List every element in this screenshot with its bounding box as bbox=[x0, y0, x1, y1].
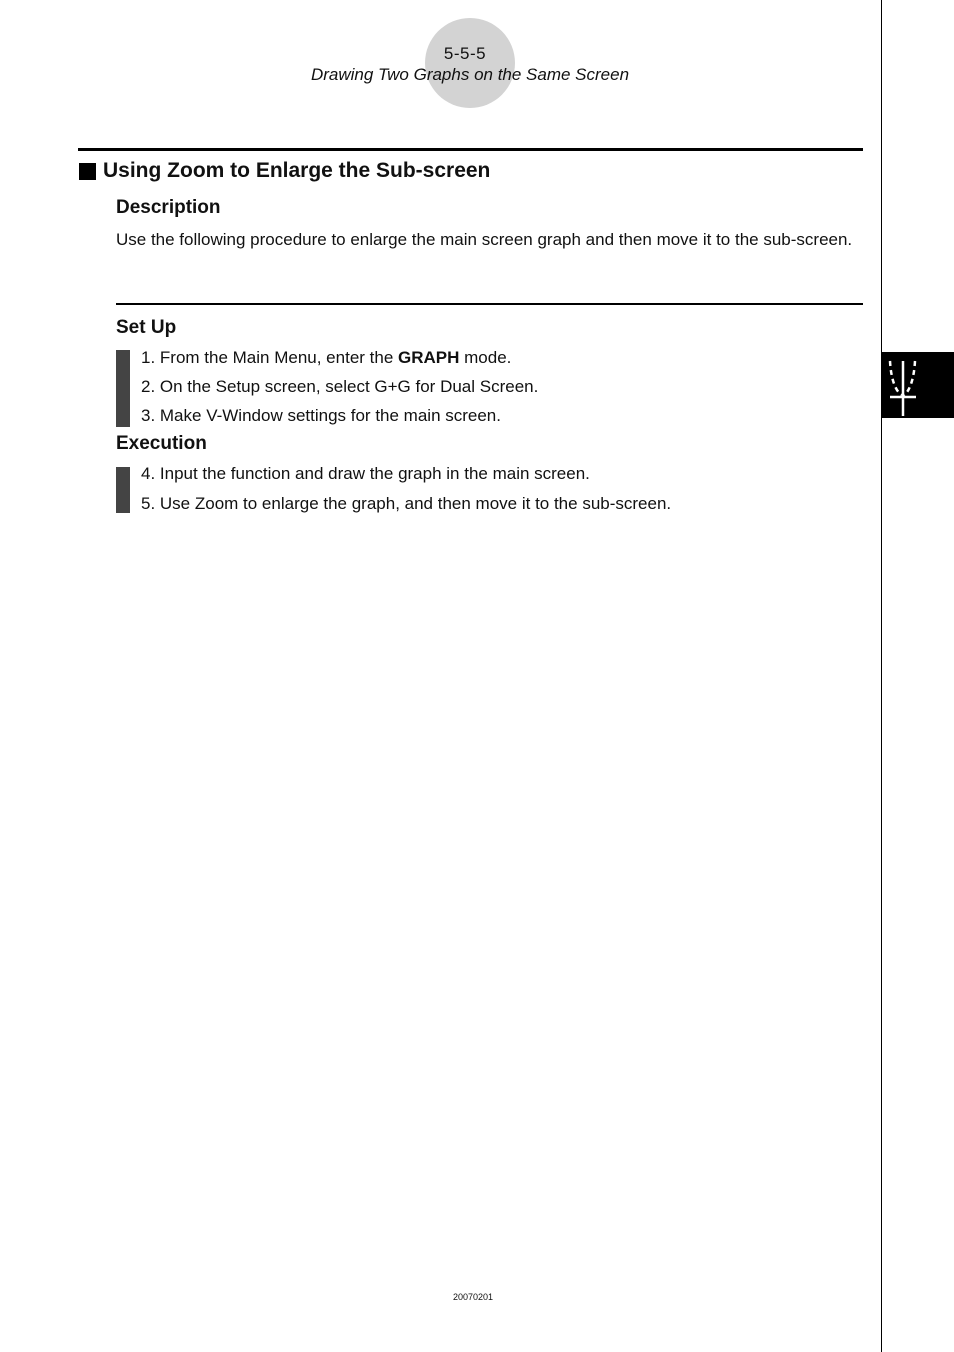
graph-mode-icon bbox=[882, 352, 954, 418]
graph-mode-label: GRAPH bbox=[398, 348, 460, 367]
page-number: 5-5-5 bbox=[443, 44, 487, 63]
section-square-icon bbox=[79, 163, 96, 180]
execution-step-4: 4. Input the function and draw the graph in the main screen. bbox=[141, 464, 590, 483]
execution-step-bar bbox=[116, 467, 130, 513]
section-title-text: Using Zoom to Enlarge the Sub-screen bbox=[103, 159, 491, 182]
description-divider bbox=[116, 303, 863, 305]
setup-step-1: 1. From the Main Menu, enter the GRAPH mode. bbox=[141, 348, 512, 367]
setup-step-bar bbox=[116, 350, 130, 427]
setup-heading: Set Up bbox=[116, 317, 177, 338]
chapter-title: Drawing Two Graphs on the Same Screen bbox=[310, 65, 630, 84]
description-text: Use the following procedure to enlarge the main screen graph and then move it to the sub-screen. bbox=[116, 230, 853, 249]
chapter-side-tab bbox=[882, 352, 954, 418]
setup-step-3: 3. Make V-Window settings for the main screen. bbox=[141, 406, 501, 425]
execution-heading: Execution bbox=[116, 433, 207, 454]
description-heading: Description bbox=[116, 197, 221, 218]
page-edge-line bbox=[881, 0, 882, 1352]
section-title bbox=[79, 159, 490, 183]
section-divider bbox=[78, 148, 863, 151]
footer-code: 20070201 bbox=[452, 1292, 494, 1302]
setup-step-2: 2. On the Setup screen, select G+G for Dual Screen. bbox=[141, 377, 539, 396]
execution-step-5: 5. Use Zoom to enlarge the graph, and then move it to the sub-screen. bbox=[141, 494, 672, 513]
